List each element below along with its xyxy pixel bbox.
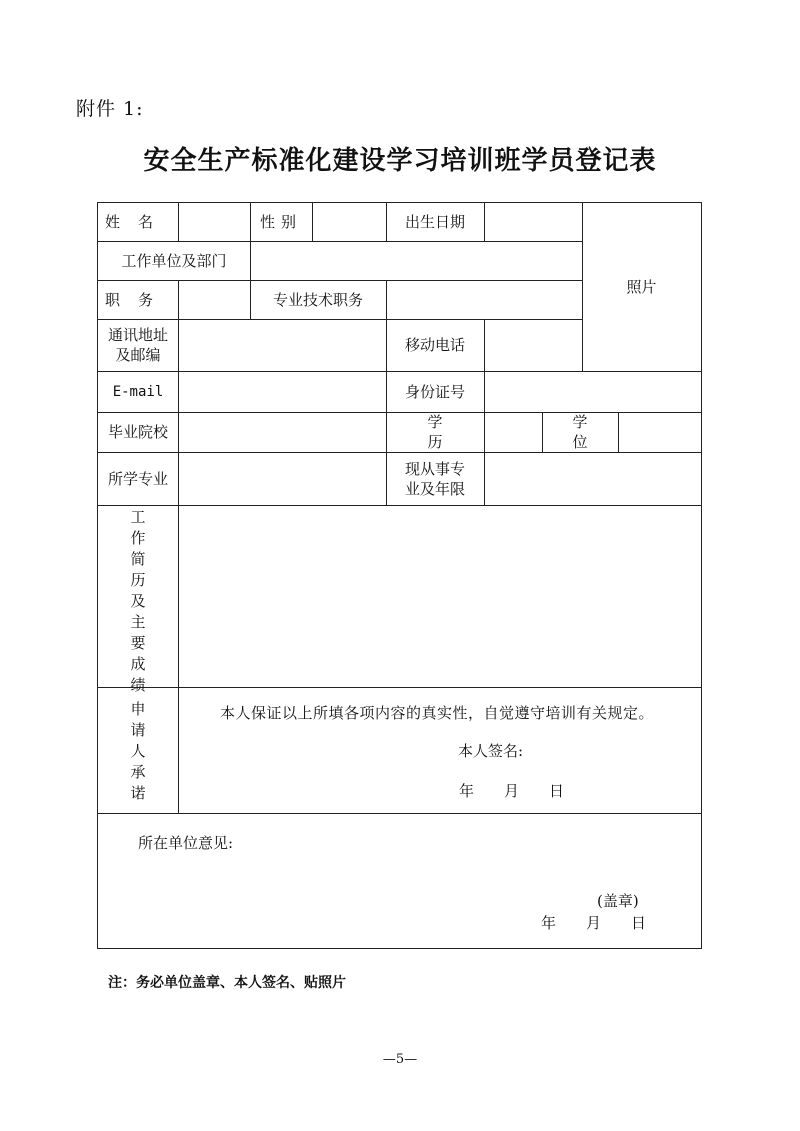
id-field[interactable] bbox=[484, 371, 701, 412]
birthdate-label: 出生日期 bbox=[404, 213, 465, 231]
name-label: 姓名 bbox=[104, 213, 171, 231]
degree-label: 学位 bbox=[572, 413, 610, 451]
unit-date: 年 月 日 bbox=[541, 914, 647, 932]
pledge-label: 申请人承诺 bbox=[130, 700, 146, 802]
resume-field[interactable] bbox=[178, 505, 701, 687]
tech-title-field[interactable] bbox=[386, 280, 582, 319]
unit-opinion-label: 所在单位意见: bbox=[138, 834, 234, 852]
position-field[interactable] bbox=[178, 280, 250, 319]
current-major-label: 现从事专业及年限 bbox=[404, 459, 465, 498]
education-field[interactable] bbox=[484, 412, 542, 452]
page-number: —5— bbox=[382, 1052, 418, 1067]
school-field[interactable] bbox=[178, 412, 386, 452]
birthdate-field[interactable] bbox=[484, 203, 582, 241]
position-label: 职务 bbox=[104, 290, 171, 309]
name-field[interactable] bbox=[178, 203, 250, 241]
email-label: E-mail bbox=[112, 383, 164, 400]
tech-title-label: 专业技术职务 bbox=[272, 290, 363, 309]
school-label: 毕业院校 bbox=[107, 423, 168, 441]
degree-field[interactable] bbox=[618, 412, 701, 452]
pledge-text: 本人保证以上所填各项内容的真实性，自觉遵守培训有关规定。 bbox=[220, 704, 655, 722]
major-field[interactable] bbox=[178, 452, 386, 505]
current-major-field[interactable] bbox=[484, 452, 701, 505]
address-label: 通讯地址及邮编 bbox=[108, 326, 169, 364]
mobile-field[interactable] bbox=[484, 319, 582, 371]
gender-field[interactable] bbox=[312, 203, 386, 241]
photo-label: 照片 bbox=[626, 278, 657, 296]
stamp-label: (盖章) bbox=[597, 892, 639, 910]
resume-label: 工作简历及主要成绩 bbox=[130, 508, 146, 694]
page-title: 安全生产标准化建设学习培训班学员登记表 bbox=[143, 146, 657, 176]
education-label: 学历 bbox=[427, 413, 469, 451]
signature-label: 本人签名: bbox=[458, 742, 524, 760]
photo-area[interactable] bbox=[582, 203, 701, 371]
attachment-label: 附件 1: bbox=[76, 98, 144, 120]
gender-label: 性别 bbox=[259, 213, 302, 231]
mobile-label: 移动电话 bbox=[404, 336, 465, 354]
work-unit-label: 工作单位及部门 bbox=[121, 251, 227, 270]
address-field[interactable] bbox=[178, 319, 386, 371]
footer-note: 注：务必单位盖章、本人签名、贴照片 bbox=[108, 975, 346, 991]
signature-date: 年 月 日 bbox=[459, 782, 565, 800]
major-label: 所学专业 bbox=[107, 469, 168, 488]
id-label: 身份证号 bbox=[404, 382, 465, 401]
work-unit-field[interactable] bbox=[250, 241, 582, 280]
email-field[interactable] bbox=[178, 371, 386, 412]
